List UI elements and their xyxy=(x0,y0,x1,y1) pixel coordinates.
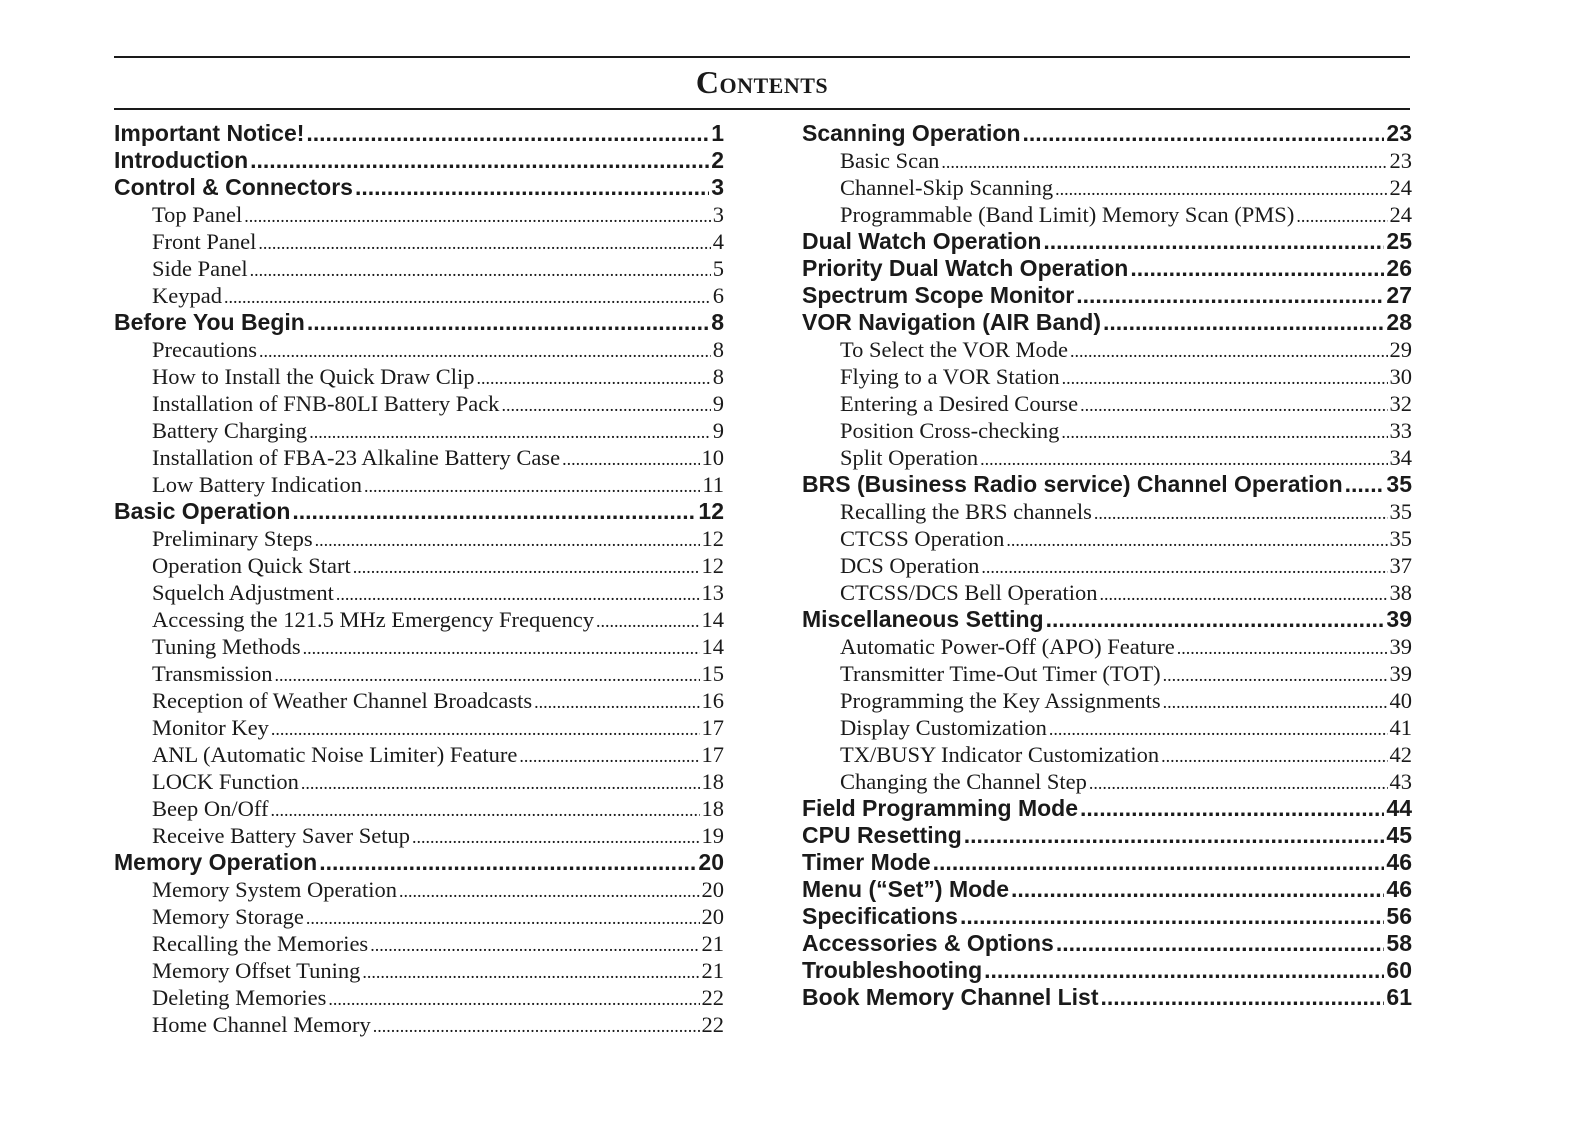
dot-leader xyxy=(1006,527,1387,552)
toc-subsection-entry[interactable] xyxy=(802,552,1412,579)
toc-entry-page-number: 23 xyxy=(1386,120,1412,146)
toc-entry-label: DCS Operation xyxy=(840,553,980,578)
toc-entry-page-number: 8 xyxy=(711,309,724,335)
toc-entry-page-number: 45 xyxy=(1386,822,1412,848)
toc-subsection-entry[interactable] xyxy=(114,417,724,444)
toc-entry-page-number: 24 xyxy=(1389,175,1412,200)
toc-entry-label: Monitor Key xyxy=(152,715,269,740)
toc-entry-label: Transmission xyxy=(152,661,273,686)
toc-entry-page-number: 46 xyxy=(1386,849,1412,875)
toc-entry-page-number: 22 xyxy=(701,985,724,1010)
dot-leader xyxy=(501,392,710,417)
dot-leader xyxy=(362,959,699,984)
dot-leader xyxy=(1130,255,1384,282)
toc-entry-label: Before You Begin xyxy=(114,309,305,335)
dot-leader xyxy=(964,822,1385,849)
toc-entry-page-number: 39 xyxy=(1389,661,1412,686)
toc-entry-label: Introduction xyxy=(114,147,249,173)
toc-subsection-entry[interactable] xyxy=(114,525,724,552)
dot-leader xyxy=(1177,635,1388,660)
toc-entry-label: Squelch Adjustment xyxy=(152,580,334,605)
toc-entry-label: ANL (Automatic Noise Limiter) Feature xyxy=(152,742,518,767)
dot-leader xyxy=(1080,795,1384,822)
toc-subsection-entry[interactable] xyxy=(114,552,724,579)
toc-entry-page-number: 17 xyxy=(701,715,724,740)
toc-subsection-entry[interactable] xyxy=(802,201,1412,228)
dot-leader xyxy=(292,498,696,525)
dot-leader xyxy=(271,716,700,741)
toc-entry-page-number: 12 xyxy=(698,498,724,524)
dot-leader xyxy=(1043,228,1384,255)
toc-subsection-entry[interactable] xyxy=(802,633,1412,660)
dot-leader xyxy=(1080,392,1387,417)
toc-entry-page-number: 23 xyxy=(1389,148,1412,173)
toc-subsection-entry[interactable] xyxy=(114,903,724,930)
toc-subsection-entry[interactable] xyxy=(114,714,724,741)
toc-section-entry[interactable] xyxy=(802,849,1412,876)
page-title: Contents xyxy=(695,64,829,100)
toc-section-entry[interactable] xyxy=(802,606,1412,633)
dot-leader xyxy=(353,554,700,579)
toc-subsection-entry[interactable] xyxy=(114,471,724,498)
dot-leader xyxy=(315,527,700,552)
toc-entry-label: CPU Resetting xyxy=(802,822,962,848)
toc-section-entry[interactable] xyxy=(114,309,724,336)
toc-subsection-entry[interactable] xyxy=(114,606,724,633)
dot-leader xyxy=(1046,606,1385,633)
toc-entry-page-number: 9 xyxy=(712,418,724,443)
toc-subsection-entry[interactable] xyxy=(114,579,724,606)
dot-leader xyxy=(355,174,709,201)
toc-entry-page-number: 18 xyxy=(701,796,724,821)
toc-entry-label: Accessing the 121.5 MHz Emergency Frequency xyxy=(152,607,594,632)
dot-leader xyxy=(370,932,699,957)
toc-subsection-entry[interactable] xyxy=(802,336,1412,363)
toc-entry-label: CTCSS Operation xyxy=(840,526,1005,551)
toc-entry-label: Book Memory Channel List xyxy=(802,984,1099,1010)
toc-entry-label: Transmitter Time-Out Timer (TOT) xyxy=(840,661,1161,686)
toc-entry-label: Keypad xyxy=(152,283,222,308)
toc-entry-page-number: 35 xyxy=(1389,526,1412,551)
toc-entry-label: Changing the Channel Step xyxy=(840,769,1087,794)
toc-subsection-entry[interactable] xyxy=(114,768,724,795)
dot-leader xyxy=(270,797,699,822)
toc-entry-label: How to Install the Quick Draw Clip xyxy=(152,364,475,389)
toc-entry-page-number: 24 xyxy=(1389,202,1412,227)
toc-entry-label: Flying to a VOR Station xyxy=(840,364,1060,389)
toc-section-entry[interactable] xyxy=(802,957,1412,984)
toc-entry-label: Recalling the BRS channels xyxy=(840,499,1092,524)
toc-entry-label: Menu (“Set”) Mode xyxy=(802,876,1009,902)
toc-entry-label: Precautions xyxy=(152,337,257,362)
toc-entry-page-number: 8 xyxy=(712,364,724,389)
toc-entry-label: Position Cross-checking xyxy=(840,418,1060,443)
dot-leader xyxy=(1345,471,1385,498)
toc-subsection-entry[interactable] xyxy=(802,417,1412,444)
toc-entry-label: Memory Offset Tuning xyxy=(152,958,361,983)
toc-entry-page-number: 12 xyxy=(701,526,724,551)
dot-leader xyxy=(1070,338,1388,363)
toc-entry-label: Field Programming Mode xyxy=(802,795,1079,821)
toc-entry-page-number: 42 xyxy=(1389,742,1412,767)
toc-subsection-entry[interactable] xyxy=(802,390,1412,417)
toc-section-entry[interactable] xyxy=(114,849,724,876)
toc-section-entry[interactable] xyxy=(114,498,724,525)
toc-subsection-entry[interactable] xyxy=(802,147,1412,174)
toc-entry-page-number: 18 xyxy=(701,769,724,794)
toc-section-entry[interactable] xyxy=(802,876,1412,903)
toc-entry-page-number: 3 xyxy=(711,174,724,200)
toc-entry-page-number: 21 xyxy=(701,931,724,956)
toc-entry-page-number: 37 xyxy=(1389,553,1412,578)
dot-leader xyxy=(933,849,1385,876)
toc-subsection-entry[interactable] xyxy=(114,660,724,687)
toc-entry-page-number: 15 xyxy=(701,661,724,686)
dot-leader xyxy=(1011,876,1384,903)
toc-entry-page-number: 43 xyxy=(1389,769,1412,794)
toc-entry-label: Memory Storage xyxy=(152,904,304,929)
toc-entry-label: Accessories & Options xyxy=(802,930,1054,956)
toc-subsection-entry[interactable] xyxy=(114,228,724,255)
dot-leader xyxy=(1100,984,1384,1011)
toc-entry-page-number: 6 xyxy=(712,283,724,308)
dot-leader xyxy=(1161,743,1387,768)
dot-leader xyxy=(1061,419,1387,444)
toc-subsection-entry[interactable] xyxy=(114,255,724,282)
dot-leader xyxy=(1163,662,1388,687)
toc-section-entry[interactable] xyxy=(114,174,724,201)
dot-leader xyxy=(1094,500,1388,525)
dot-leader xyxy=(981,554,1387,579)
dot-leader xyxy=(1163,689,1388,714)
dot-leader xyxy=(476,365,710,390)
toc-entry-page-number: 21 xyxy=(701,958,724,983)
toc-entry-page-number: 46 xyxy=(1386,876,1412,902)
toc-left-column xyxy=(114,120,724,1038)
toc-section-entry[interactable] xyxy=(802,984,1412,1011)
dot-leader xyxy=(259,338,711,363)
toc-entry-page-number: 56 xyxy=(1386,903,1412,929)
toc-entry-label: Tuning Methods xyxy=(152,634,301,659)
dot-leader xyxy=(250,257,711,282)
dot-leader xyxy=(984,957,1384,984)
toc-subsection-entry[interactable] xyxy=(802,687,1412,714)
toc-entry-label: Troubleshooting xyxy=(802,957,983,983)
dot-leader xyxy=(1062,365,1388,390)
toc-section-entry[interactable] xyxy=(802,822,1412,849)
toc-entry-page-number: 2 xyxy=(711,147,724,173)
dot-leader xyxy=(1296,203,1387,228)
toc-section-entry[interactable] xyxy=(802,309,1412,336)
toc-section-entry[interactable] xyxy=(802,228,1412,255)
toc-entry-label: Operation Quick Start xyxy=(152,553,351,578)
toc-entry-page-number: 5 xyxy=(712,256,724,281)
toc-section-entry[interactable] xyxy=(802,471,1412,498)
toc-subsection-entry[interactable] xyxy=(802,444,1412,471)
toc-entry-label: Programming the Key Assignments xyxy=(840,688,1161,713)
toc-section-entry[interactable] xyxy=(802,903,1412,930)
dot-leader xyxy=(412,824,699,849)
toc-entry-label: LOCK Function xyxy=(152,769,299,794)
toc-entry-page-number: 39 xyxy=(1389,634,1412,659)
toc-entry-label: Installation of FBA-23 Alkaline Battery Case xyxy=(152,445,561,470)
dot-leader xyxy=(1076,282,1384,309)
toc-subsection-entry[interactable] xyxy=(114,390,724,417)
toc-entry-label: Scanning Operation xyxy=(802,120,1021,146)
dot-leader xyxy=(1056,930,1385,957)
toc-entry-label: Reception of Weather Channel Broadcasts xyxy=(152,688,533,713)
toc-subsection-entry[interactable] xyxy=(114,444,724,471)
toc-entry-label: Automatic Power-Off (APO) Feature xyxy=(840,634,1175,659)
dot-leader xyxy=(1023,120,1385,147)
toc-entry-label: Battery Charging xyxy=(152,418,308,443)
toc-entry-page-number: 22 xyxy=(701,1012,724,1037)
toc-entry-label: Front Panel xyxy=(152,229,257,254)
toc-entry-label: Preliminary Steps xyxy=(152,526,313,551)
toc-entry-page-number: 39 xyxy=(1386,606,1412,632)
toc-section-entry[interactable] xyxy=(802,255,1412,282)
toc-entry-page-number: 8 xyxy=(712,337,724,362)
toc-subsection-entry[interactable] xyxy=(114,633,724,660)
dot-leader xyxy=(596,608,700,633)
toc-entry-page-number: 4 xyxy=(712,229,724,254)
toc-entry-page-number: 20 xyxy=(701,904,724,929)
toc-entry-page-number: 29 xyxy=(1389,337,1412,362)
toc-entry-label: CTCSS/DCS Bell Operation xyxy=(840,580,1098,605)
dot-leader xyxy=(364,473,700,498)
toc-entry-page-number: 32 xyxy=(1389,391,1412,416)
toc-entry-page-number: 16 xyxy=(701,688,724,713)
dot-leader xyxy=(336,581,700,606)
toc-entry-page-number: 11 xyxy=(702,472,724,497)
toc-entry-label: Memory Operation xyxy=(114,849,318,875)
toc-subsection-entry[interactable] xyxy=(114,876,724,903)
toc-entry-label: Programmable (Band Limit) Memory Scan (PMS) xyxy=(840,202,1295,227)
dot-leader xyxy=(309,419,711,444)
toc-entry-page-number: 14 xyxy=(701,607,724,632)
toc-subsection-entry[interactable] xyxy=(114,336,724,363)
toc-entry-label: Split Operation xyxy=(840,445,979,470)
toc-entry-label: Basic Scan xyxy=(840,148,940,173)
toc-entry-label: Display Customization xyxy=(840,715,1047,740)
toc-entry-page-number: 38 xyxy=(1389,580,1412,605)
toc-entry-page-number: 41 xyxy=(1389,715,1412,740)
toc-entry-label: Recalling the Memories xyxy=(152,931,369,956)
toc-entry-label: Low Battery Indication xyxy=(152,472,362,497)
dot-leader xyxy=(319,849,696,876)
title-bottom-rule xyxy=(114,108,1410,110)
toc-subsection-entry[interactable] xyxy=(114,363,724,390)
toc-subsection-entry[interactable] xyxy=(802,768,1412,795)
dot-leader xyxy=(519,743,699,768)
toc-subsection-entry[interactable] xyxy=(802,525,1412,552)
toc-entry-page-number: 26 xyxy=(1386,255,1412,281)
toc-section-entry[interactable] xyxy=(802,282,1412,309)
dot-leader xyxy=(1055,176,1387,201)
toc-entry-page-number: 20 xyxy=(701,877,724,902)
dot-leader xyxy=(399,878,700,903)
dot-leader xyxy=(258,230,710,255)
toc-entry-page-number: 13 xyxy=(701,580,724,605)
dot-leader xyxy=(980,446,1387,471)
dot-leader xyxy=(274,662,699,687)
dot-leader xyxy=(328,986,699,1011)
toc-entry-label: BRS (Business Radio service) Channel Operation xyxy=(802,471,1343,497)
toc-entry-page-number: 27 xyxy=(1386,282,1412,308)
toc-entry-label: TX/BUSY Indicator Customization xyxy=(840,742,1160,767)
toc-entry-page-number: 1 xyxy=(711,120,724,146)
dot-leader xyxy=(306,905,700,930)
toc-entry-label: To Select the VOR Mode xyxy=(840,337,1068,362)
toc-entry-label: Entering a Desired Course xyxy=(840,391,1079,416)
toc-entry-label: Home Channel Memory xyxy=(152,1012,371,1037)
toc-subsection-entry[interactable] xyxy=(802,714,1412,741)
dot-leader xyxy=(303,635,700,660)
dot-leader xyxy=(1100,581,1388,606)
toc-entry-label: Control & Connectors xyxy=(114,174,353,200)
toc-entry-label: Installation of FNB-80LI Battery Pack xyxy=(152,391,500,416)
toc-subsection-entry[interactable] xyxy=(114,282,724,309)
toc-entry-label: Receive Battery Saver Setup xyxy=(152,823,411,848)
toc-entry-page-number: 10 xyxy=(701,445,724,470)
toc-entry-label: Timer Mode xyxy=(802,849,931,875)
toc-subsection-entry[interactable] xyxy=(802,498,1412,525)
dot-leader xyxy=(960,903,1384,930)
toc-section-entry[interactable] xyxy=(802,930,1412,957)
dot-leader xyxy=(301,770,700,795)
toc-entry-label: Deleting Memories xyxy=(152,985,327,1010)
toc-entry-label: Beep On/Off xyxy=(152,796,269,821)
dot-leader xyxy=(224,284,711,309)
dot-leader xyxy=(941,149,1387,174)
toc-entry-page-number: 34 xyxy=(1389,445,1412,470)
dot-leader xyxy=(1049,716,1388,741)
toc-entry-page-number: 58 xyxy=(1386,930,1412,956)
toc-entry-page-number: 44 xyxy=(1386,795,1412,821)
toc-section-entry[interactable] xyxy=(114,147,724,174)
toc-entry-page-number: 28 xyxy=(1386,309,1412,335)
toc-entry-label: Channel-Skip Scanning xyxy=(840,175,1054,200)
dot-leader xyxy=(306,120,709,147)
toc-entry-label: Specifications xyxy=(802,903,958,929)
dot-leader xyxy=(244,203,710,228)
dot-leader xyxy=(307,309,709,336)
toc-subsection-entry[interactable] xyxy=(114,201,724,228)
toc-subsection-entry[interactable] xyxy=(114,822,724,849)
toc-subsection-entry[interactable] xyxy=(114,1011,724,1038)
toc-entry-label: Side Panel xyxy=(152,256,248,281)
toc-entry-page-number: 40 xyxy=(1389,688,1412,713)
toc-entry-page-number: 61 xyxy=(1386,984,1412,1010)
toc-subsection-entry[interactable] xyxy=(802,660,1412,687)
toc-entry-page-number: 19 xyxy=(701,823,724,848)
dot-leader xyxy=(1089,770,1388,795)
toc-entry-page-number: 20 xyxy=(698,849,724,875)
toc-subsection-entry[interactable] xyxy=(802,363,1412,390)
toc-entry-page-number: 3 xyxy=(712,202,724,227)
dot-leader xyxy=(373,1013,700,1038)
toc-right-column xyxy=(802,120,1412,1011)
toc-entry-label: VOR Navigation (AIR Band) xyxy=(802,309,1102,335)
toc-subsection-entry[interactable] xyxy=(114,795,724,822)
toc-subsection-entry[interactable] xyxy=(114,687,724,714)
toc-entry-page-number: 33 xyxy=(1389,418,1412,443)
toc-entry-page-number: 17 xyxy=(701,742,724,767)
toc-subsection-entry[interactable] xyxy=(802,174,1412,201)
toc-entry-label: Priority Dual Watch Operation xyxy=(802,255,1129,281)
toc-entry-label: Dual Watch Operation xyxy=(802,228,1042,254)
toc-subsection-entry[interactable] xyxy=(114,984,724,1011)
toc-subsection-entry[interactable] xyxy=(802,741,1412,768)
toc-entry-label: Basic Operation xyxy=(114,498,291,524)
toc-entry-page-number: 35 xyxy=(1386,471,1412,497)
toc-entry-page-number: 9 xyxy=(712,391,724,416)
toc-section-entry[interactable] xyxy=(802,795,1412,822)
toc-entry-page-number: 14 xyxy=(701,634,724,659)
toc-entry-label: Memory System Operation xyxy=(152,877,397,902)
toc-section-entry[interactable] xyxy=(114,120,724,147)
toc-entry-label: Top Panel xyxy=(152,202,243,227)
toc-section-entry[interactable] xyxy=(802,120,1412,147)
toc-subsection-entry[interactable] xyxy=(802,579,1412,606)
toc-subsection-entry[interactable] xyxy=(114,930,724,957)
toc-entry-label: Miscellaneous Setting xyxy=(802,606,1044,632)
toc-entry-label: Spectrum Scope Monitor xyxy=(802,282,1075,308)
toc-entry-page-number: 30 xyxy=(1389,364,1412,389)
toc-subsection-entry[interactable] xyxy=(114,741,724,768)
toc-entry-page-number: 25 xyxy=(1386,228,1412,254)
dot-leader xyxy=(250,147,709,174)
toc-subsection-entry[interactable] xyxy=(114,957,724,984)
dot-leader xyxy=(534,689,699,714)
toc-entry-page-number: 35 xyxy=(1389,499,1412,524)
toc-entry-page-number: 60 xyxy=(1386,957,1412,983)
dot-leader xyxy=(1103,309,1384,336)
dot-leader xyxy=(562,446,699,471)
toc-entry-label: Important Notice! xyxy=(114,120,305,146)
toc-entry-page-number: 12 xyxy=(701,553,724,578)
